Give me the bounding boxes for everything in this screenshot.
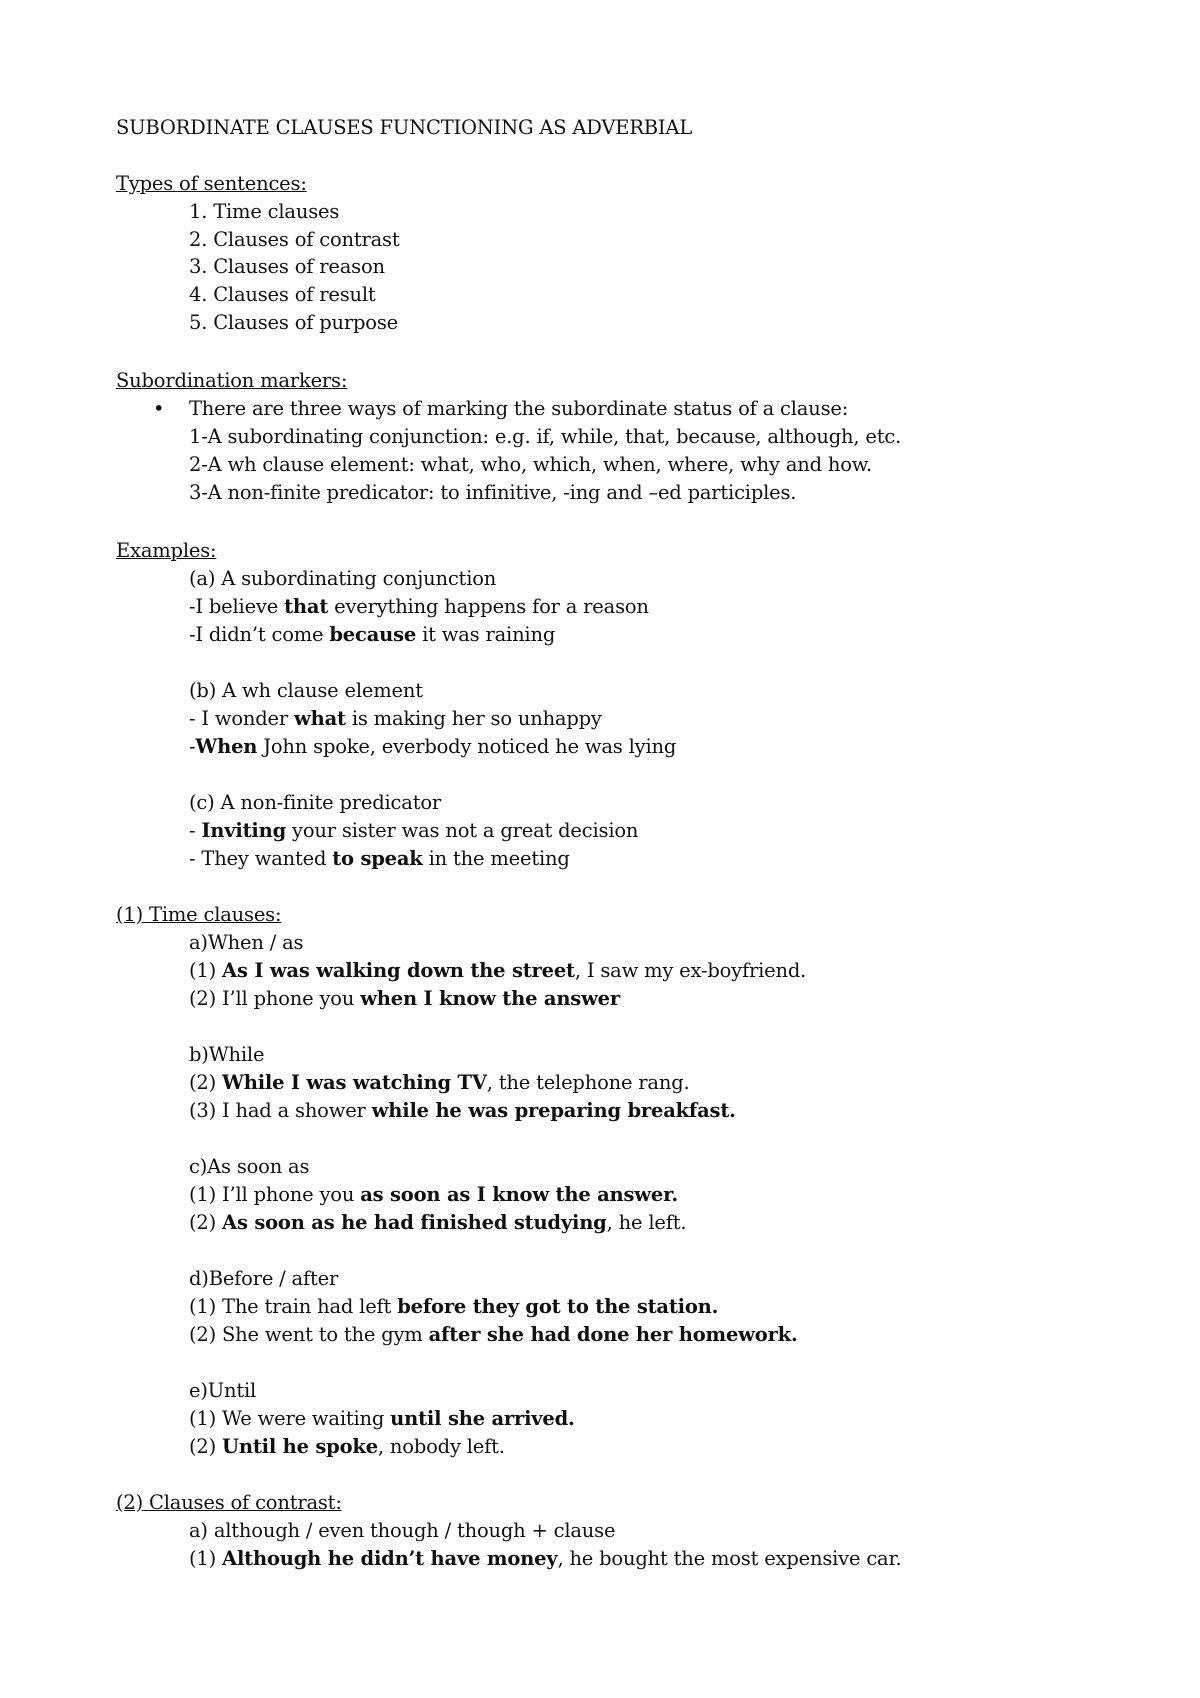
type-item: 3. Clauses of reason [189,255,385,278]
example-sentence: -I didn’t come because it was raining [189,623,556,646]
marker-line: 2-A wh clause element: what, who, which, when, where, why and how. [189,453,872,476]
example-sentence: (2) While I was watching TV, the telephone rang. [189,1071,690,1094]
example-sentence: - Inviting your sister was not a great decision [189,819,639,842]
example-sentence: (2) As soon as he had finished studying, he left. [189,1211,687,1234]
marker-line: 3-A non-finite predicator: to infinitive, -ing and –ed participles. [189,481,797,504]
example-sentence: - I wonder what is making her so unhappy [189,707,602,730]
time-clauses-heading: (1) Time clauses: [116,903,282,926]
example-sentence: (3) I had a shower while he was preparing breakfast. [189,1099,736,1122]
example-sentence: (1) As I was walking down the street, I saw my ex-boyfriend. [189,959,807,982]
example-sentence: - They wanted to speak in the meeting [189,847,570,870]
example-c-label: (c) A non-finite predicator [189,791,441,814]
markers-heading: Subordination markers: [116,369,348,392]
example-b-label: (b) A wh clause element [189,679,423,702]
time-b-label: b)While [189,1043,265,1066]
example-sentence: -I believe that everything happens for a reason [189,595,649,618]
types-heading: Types of sentences: [116,172,307,195]
example-sentence: (2) I’ll phone you when I know the answer [189,987,620,1010]
examples-heading: Examples: [116,539,217,562]
time-c-label: c)As soon as [189,1155,310,1178]
type-item: 1. Time clauses [189,200,340,223]
markers-bullet-text: There are three ways of marking the subordinate status of a clause: [189,397,849,420]
document-title: SUBORDINATE CLAUSES FUNCTIONING AS ADVERBIAL [116,116,693,139]
type-item: 4. Clauses of result [189,283,376,306]
bullet-symbol: • [153,397,165,420]
example-sentence: (1) I’ll phone you as soon as I know the answer. [189,1183,678,1206]
time-d-label: d)Before / after [189,1267,339,1290]
type-item: 2. Clauses of contrast [189,228,400,251]
contrast-clauses-heading: (2) Clauses of contrast: [116,1491,342,1514]
marker-line: 1-A subordinating conjunction: e.g. if, while, that, because, although, etc. [189,425,902,448]
time-a-label: a)When / as [189,931,304,954]
example-sentence: (2) Until he spoke, nobody left. [189,1435,505,1458]
example-sentence: (1) The train had left before they got to the station. [189,1295,719,1318]
contrast-a-label: a) although / even though / though + clause [189,1519,616,1542]
example-sentence: (1) Although he didn’t have money, he bought the most expensive car. [189,1547,902,1570]
time-e-label: e)Until [189,1379,257,1402]
example-a-label: (a) A subordinating conjunction [189,567,497,590]
type-item: 5. Clauses of purpose [189,311,398,334]
example-sentence: -When John spoke, everbody noticed he was lying [189,735,677,758]
example-sentence: (2) She went to the gym after she had done her homework. [189,1323,798,1346]
example-sentence: (1) We were waiting until she arrived. [189,1407,575,1430]
